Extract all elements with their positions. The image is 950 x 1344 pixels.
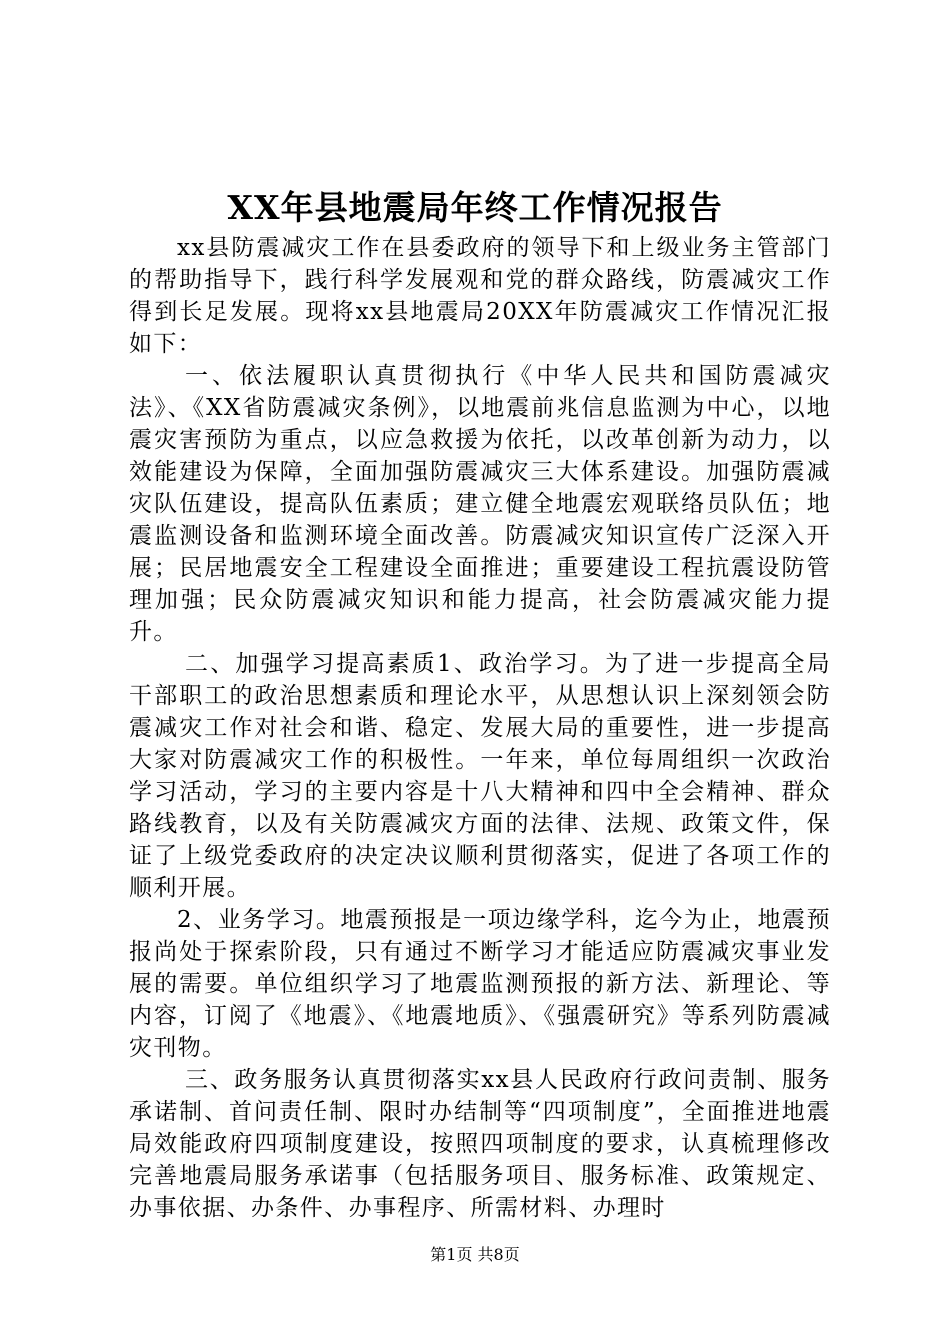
document-title: XX年县地震局年终工作情况报告 (227, 188, 723, 227)
paragraph-intro: xx县防震减灾工作在县委政府的领导下和上级业务主管部门的帮助指导下，践行科学发展观和党的群众路线，防震减灾工作得到长足发展。现将xx县地震局20XX年防震减灾工作情况汇报如下： (129, 235, 831, 357)
paragraph-section-2-item-2: 2、业务学习。地震预报是一项边缘学科，迄今为止，地震预报尚处于探索阶段，只有通过不断学习才能适应防震减灾事业发展的需要。单位组织学习了地震监测预报的新方法、新理论、等内容，订阅了《地震》、《地震地质》、《强震研究》等系列防震减灾刊物。 (129, 907, 831, 1061)
paragraph-section-2: 二、加强学习提高素质1、政治学习。为了进一步提高全局干部职工的政治思想素质和理论水平，从思想认识上深刻领会防震减灾工作对社会和谐、稳定、发展大局的重要性，进一步提高大家对防震减灾工作的积极性。一年来，单位每周组织一次政治学习活动，学习的主要内容是十八大精神和四中全会精神、群众路线教育，以及有关防震减灾方面的法律、法规、政策文件，保证了上级党委政府的决定决议顺利贯彻落实，促进了各项工作的顺利开展。 (129, 651, 831, 901)
paragraph-section-3: 三、政务服务认真贯彻落实xx县人民政府行政问责制、服务承诺制、首问责任制、限时办结制等“四项制度”，全面推进地震局效能政府四项制度建设，按照四项制度的要求，认真梳理修改完善地震局服务承诺事（包括服务项目、服务标准、政策规定、办事依据、办条件、办事程序、所需材料、办理时 (129, 1067, 831, 1221)
page-number: 第1页 共8页 (430, 1245, 520, 1264)
paragraph-section-1: 一、依法履职认真贯彻执行《中华人民共和国防震减灾法》、《XX省防震减灾条例》，以地震前兆信息监测为中心，以地震灾害预防为重点，以应急救援为依托，以改革创新为动力，以效能建设为保障，全面加强防震减灾三大体系建设。加强防震减灾队伍建设，提高队伍素质；建立健全地震宏观联络员队伍；地震监测设备和监测环境全面改善。防震减灾知识宣传广泛深入开展；民居地震安全工程建设全面推进；重要建设工程抗震设防管理加强；民众防震减灾知识和能力提高，社会防震减灾能力提升。 (129, 363, 831, 645)
document-body (129, 232, 831, 1224)
